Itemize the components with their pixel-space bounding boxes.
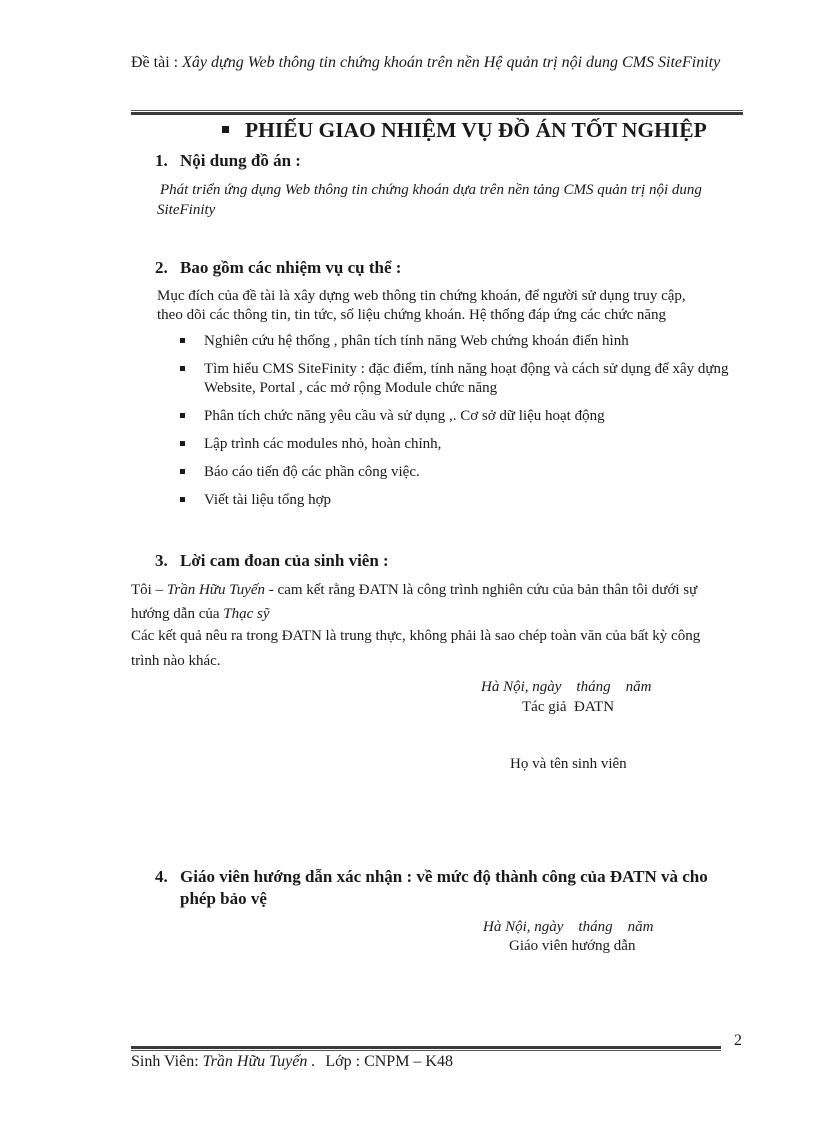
list-item: Tìm hiểu CMS SiteFinity : đặc điểm, tính năng hoạt động và cách sử dụng để xây dựng Website, Portal , các mở rộng Module chức năng (180, 360, 734, 398)
section3-para1: Tôi – Trần Hữu Tuyến - cam kết rằng ĐATN là công trình nghiên cứu của bản thân tôi dưới sự (131, 582, 698, 598)
section3-title: Lời cam đoan của sinh viên : (180, 551, 389, 570)
footer-class-label: Lớp : CNPM – K48 (325, 1053, 453, 1070)
header-topic: Xây dựng Web thông tin chứng khoán trên nền Hệ quản trị nội dung CMS SiteFinity (182, 54, 721, 71)
section2-number: 2. (155, 258, 168, 277)
section4-date-line: Hà Nội, ngày tháng năm (483, 919, 654, 935)
bullet-icon (180, 413, 185, 418)
section4-title-line1: Giáo viên hướng dẫn xác nhận : về mức độ thành công của ĐATN và cho (180, 867, 708, 886)
header-label: Đề tài : (131, 54, 179, 71)
document-header (131, 52, 731, 74)
document-footer (131, 1053, 453, 1071)
section1-heading (155, 150, 301, 172)
author-label: Tác giả ĐATN (522, 699, 615, 715)
teacher-label: Giáo viên hướng dẫn (509, 938, 636, 954)
section2-intro-line1: Mục đích của đề tài là xây dựng web thông tin chứng khoán, để người sử dụng truy cập, (157, 288, 686, 304)
section4-number: 4. (155, 867, 168, 886)
page-number: 2 (734, 1032, 742, 1049)
footer-student-label: Sinh Viên: (131, 1053, 199, 1070)
bullet-icon (180, 338, 185, 343)
section3-heading (155, 550, 389, 572)
signature-label: Họ và tên sinh viên (510, 756, 627, 772)
student-name: Trần Hữu Tuyến (166, 582, 266, 598)
section3-para2: hướng dẫn của Thạc sỹ (131, 606, 270, 622)
teacher-title: Thạc sỹ (223, 606, 270, 622)
page-title (222, 116, 707, 144)
footer-student-name: Trần Hữu Tuyến . (202, 1053, 316, 1070)
list-item: Báo cáo tiến độ các phần công việc. (180, 463, 740, 482)
section4-heading (155, 866, 708, 888)
section2-heading (155, 257, 401, 279)
section3-date-line: Hà Nội, ngày tháng năm (481, 679, 652, 695)
bullet-icon (180, 497, 185, 502)
section2-title: Bao gồm các nhiệm vụ cụ thể : (180, 258, 402, 277)
section1-line2: SiteFinity (157, 202, 216, 218)
bullet-icon (180, 366, 185, 371)
list-item: Nghiên cứu hệ thống , phân tích tính năng Web chứng khoán điển hình (180, 332, 740, 351)
footer-rule-thin (131, 1050, 721, 1051)
header-rule-thick (131, 112, 743, 115)
square-bullet-icon (222, 126, 229, 133)
section1-title: Nội dung đồ án : (180, 151, 301, 170)
header-rule-thin (131, 110, 743, 111)
task-list (180, 332, 740, 510)
page-title-text: PHIẾU GIAO NHIỆM VỤ ĐỒ ÁN TỐT NGHIỆP (245, 118, 707, 142)
section2-intro-line2: theo dõi các thông tin, tin tức, số liệu chứng khoán. Hệ thống đáp ứng các chức năng (157, 307, 667, 323)
footer-rule-thick (131, 1046, 721, 1049)
list-item: Phân tích chức năng yêu cầu và sử dụng ,. Cơ sở dữ liệu hoạt động (180, 407, 740, 426)
section3-para3-line2: trình nào khác. (131, 653, 221, 669)
section3-para3-line1: Các kết quả nêu ra trong ĐATN là trung thực, không phải là sao chép toàn văn của bất kỳ công (131, 628, 701, 644)
section3-number: 3. (155, 551, 168, 570)
list-item: Viết tài liệu tổng hợp (180, 491, 740, 510)
list-item: Lập trình các modules nhỏ, hoàn chỉnh, (180, 435, 740, 454)
section4-title-line2: phép bảo vệ (180, 889, 267, 908)
section1-line1: Phát triển ứng dụng Web thông tin chứng khoán dựa trên nền tảng CMS quản trị nội dung (160, 182, 702, 198)
section1-number: 1. (155, 151, 168, 170)
bullet-icon (180, 441, 185, 446)
bullet-icon (180, 469, 185, 474)
